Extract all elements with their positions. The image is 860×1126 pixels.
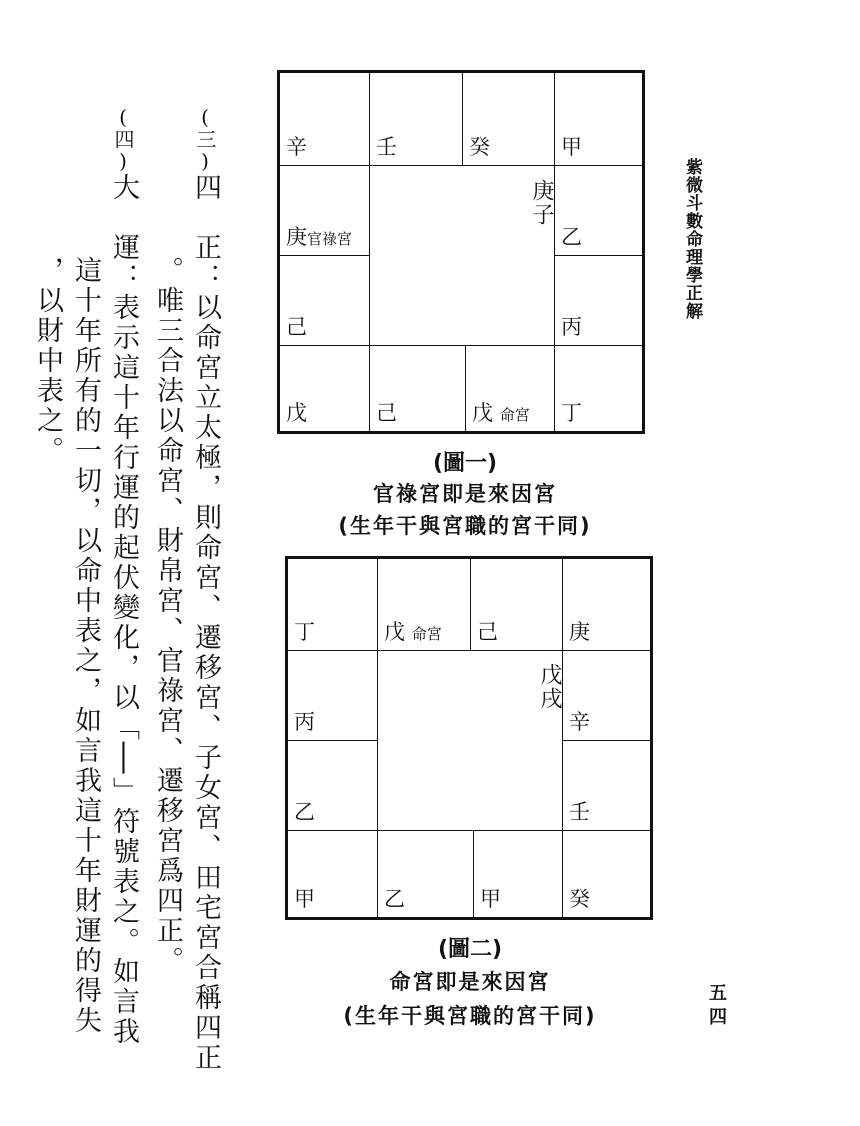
chart1-bottom-stem: 戊 [472,401,493,425]
chart-1-grid [277,70,645,434]
running-header: 紫微斗數命理學正解 [682,158,702,320]
section4-text-1: 大 運：表示這十年行運的起伏變化，以「│」符號表之。如言我 [108,173,139,1047]
section3-column-1 [190,105,220,1073]
chart2-cell-top-1: 丁 [288,559,378,651]
chart1-cell-top-2: 壬 [370,73,463,166]
chart1-caption-line1: 官祿宮即是來因宮 [373,482,557,506]
chart1-cell-bottom-1: 戊 [280,346,370,431]
chart1-cell-bottom-2: 己 [370,346,466,431]
chart2-cell-top-3: 己 [471,559,563,651]
chart2-cell-right-2: 壬 [563,741,650,831]
chart2-caption-title: (圖二) [437,937,503,962]
chart1-bottom-palace: 命宮 [499,406,530,424]
chart2-cell-top-2 [378,559,471,651]
section3-text-1: 四 正：以命宮立太極，則命宮、遷移宮、子女宮、田宅宮合稱四正 [190,173,221,1073]
chart2-cell-right-1: 辛 [563,651,650,741]
chart1-cell-bottom-3 [466,346,555,431]
chart1-caption-line2: (生年干與宮職的宮干同) [338,514,592,538]
chart2-cell-bottom-1: 甲 [288,831,378,917]
page-number: 五四 [706,983,727,1031]
chart1-left-palace: 官祿宮 [307,230,353,248]
section3-column-2: 。唯三合法以命宮、財帛宮、官祿宮、遷移宮爲四正。 [152,256,183,976]
section4-column-1 [108,105,138,1047]
section4-column-2: 這十年所有的一切，以命中表之，如言我這十年財運的得失 [70,256,101,1036]
chart-2-grid [285,556,653,920]
chart2-cell-left-2: 乙 [288,741,378,831]
chart2-caption-line1: 命宮即是來因宮 [389,970,551,994]
chart1-cell-bottom-4: 丁 [561,401,582,425]
section3-label: (三) [193,105,217,173]
chart1-cell-top-3: 癸 [463,73,555,166]
chart2-cell-bottom-2: 乙 [378,831,474,917]
chart2-cell-bottom-4: 癸 [569,887,590,911]
chart2-center-stem-branch: 戊戌 [537,663,562,711]
chart2-cell-left-1: 丙 [288,651,378,741]
chart2-cell-bottom-3: 甲 [474,831,563,917]
chart2-caption-line2: (生年干與宮職的宮干同) [343,1004,597,1028]
chart2-top-palace: 命宮 [411,625,442,643]
chart1-center-stem-branch: 庚子 [529,179,554,227]
chart2-cell-top-4: 庚 [563,559,650,651]
chart2-top-stem: 戊 [384,620,405,644]
chart1-cell-top-1: 辛 [280,73,370,166]
chart1-cell-left-2: 己 [280,256,370,346]
section4-label: (四) [111,105,135,173]
chart1-left-stem: 庚 [286,225,307,249]
chart1-cell-top-4: 甲 [555,73,642,166]
chart1-caption-title: (圖一) [432,451,498,476]
chart1-cell-right-1: 乙 [555,166,642,256]
section4-column-3: ，以財中表之。 [32,256,63,466]
chart1-cell-left-1 [280,166,370,256]
chart1-cell-right-2: 丙 [555,256,642,346]
